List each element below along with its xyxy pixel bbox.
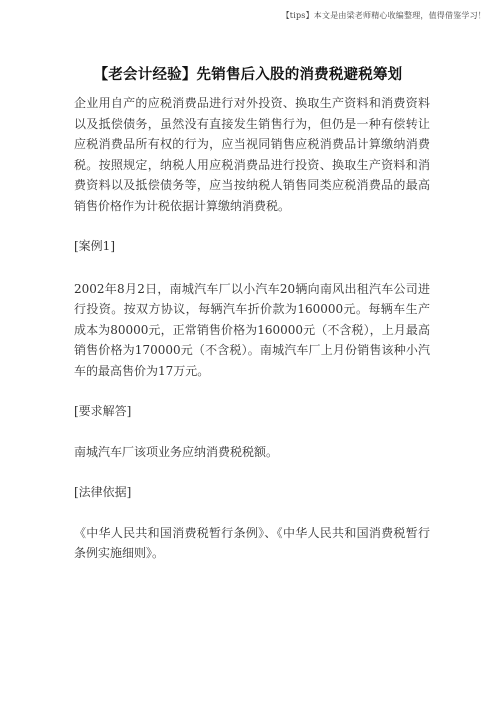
intro-paragraph: 企业用自产的应税消费品进行对外投资、换取生产资料和消费资料以及抵偿债务，虽然没有直接发生销售行为，但仍是一种有偿转让应税消费品所有权的行为，应当视同销售应税消费品计算缴纳消费税。按照规定，纳税人用应税消费品进行投资、换取生产资料和消费资料以及抵偿债务等，应当按纳税人销售同类应税消费品的最高销售价格作为计税依据计算缴纳消费税。 — [74, 96, 430, 213]
requirement-paragraph: 南城汽车厂该项业务应纳消费税税额。 — [74, 444, 279, 459]
requirement-heading: [要求解答] — [74, 404, 132, 418]
law-heading: [法律依据] — [74, 485, 132, 499]
law-paragraph: 《中华人民共和国消费税暂行条例》、《中华人民共和国消费税暂行条例实施细则》。 — [74, 525, 430, 560]
document-body — [74, 93, 430, 564]
header-tip: 【tips】本文是由梁老师精心收编整理，值得借鉴学习！ — [281, 11, 486, 20]
case-heading: [案例1] — [74, 239, 115, 253]
case-paragraph: 2002年8月2日，南城汽车厂以小汽车20辆向南风出租汽车公司进行投资。按双方协议，每辆汽车折价款为160000元。每辆车生产成本为80000元，正常销售价格为160000元（不含税），上月最高销售价格为170000元（不含税）。南城汽车厂上月份销售该种小汽车的最高售价为17万元。 — [74, 281, 430, 378]
page-title: 【老会计经验】先销售后入股的消费税避税筹划 — [93, 67, 403, 83]
